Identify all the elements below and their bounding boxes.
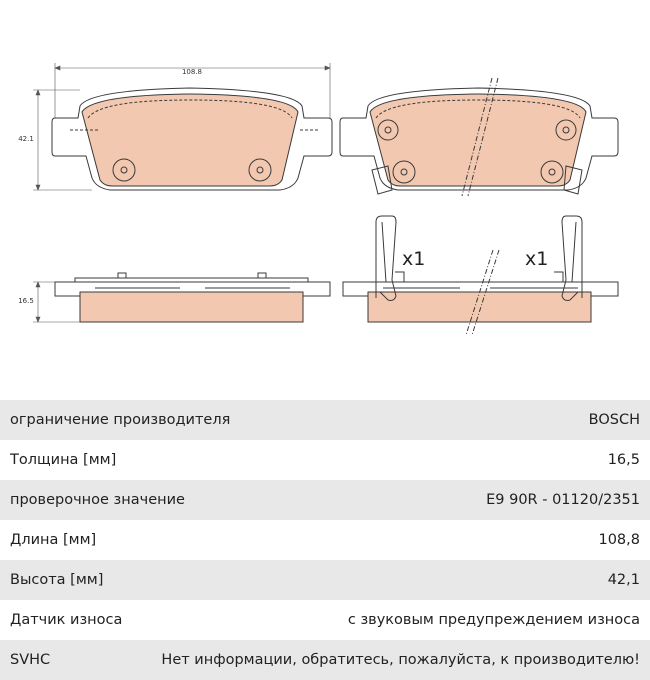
spec-row-thickness xyxy=(0,440,650,480)
spec-label: Длина [мм] xyxy=(10,532,97,548)
spec-row-wear-sensor xyxy=(0,600,650,640)
pad-front-view-right xyxy=(340,78,618,196)
spec-value: с звуковым предупреждением износа xyxy=(347,612,640,628)
pad-front-view-left xyxy=(52,88,332,190)
height-dimension-label: 42.1 xyxy=(18,135,34,143)
clip-quantity-left: x1 xyxy=(402,248,426,270)
spec-value: 42,1 xyxy=(607,572,640,588)
spec-row-height xyxy=(0,560,650,600)
spec-row-length xyxy=(0,520,650,560)
pad-side-view-right xyxy=(343,216,618,335)
spec-label: проверочное значение xyxy=(10,492,185,508)
thickness-dimension-label: 16.5 xyxy=(18,297,34,305)
spec-value: 16,5 xyxy=(607,452,640,468)
spec-label: Толщина [мм] xyxy=(10,452,117,468)
spec-row-test-mark xyxy=(0,480,650,520)
spec-label: ограничение производителя xyxy=(10,412,231,428)
spec-label: SVHC xyxy=(10,652,51,668)
spec-value: BOSCH xyxy=(588,412,640,428)
spec-label: Высота [мм] xyxy=(10,572,104,588)
clip-quantity-right: x1 xyxy=(525,248,549,270)
length-dimension-label: 108.8 xyxy=(181,68,203,76)
spec-value: Нет информации, обратитесь, пожалуйста, к производителю! xyxy=(161,652,640,668)
spec-row-svhc xyxy=(0,640,650,680)
spec-value: 108,8 xyxy=(598,532,640,548)
spec-row-manufacturer-restriction xyxy=(0,400,650,440)
specification-table xyxy=(0,400,650,680)
spec-label: Датчик износа xyxy=(10,612,123,628)
pad-side-view-left xyxy=(55,273,330,322)
spec-value: E9 90R - 01120/2351 xyxy=(486,492,640,508)
